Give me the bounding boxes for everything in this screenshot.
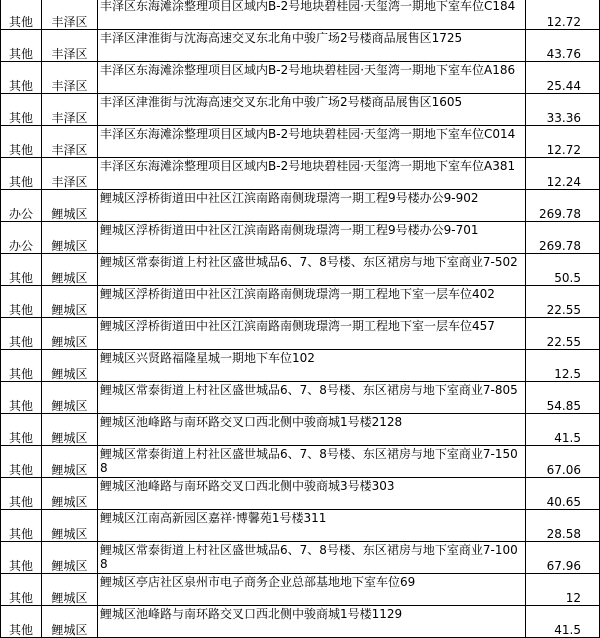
cell-address: 丰泽区东海滩涂整理项目区域内B-2号地块碧桂园·天玺湾一期地下室车位A186 [98, 62, 526, 94]
table-row [1, 286, 600, 318]
table-row [1, 446, 600, 478]
cell-type: 其他 [1, 254, 42, 286]
cell-area: 33.36 [526, 94, 600, 126]
cell-area: 67.06 [526, 446, 600, 478]
cell-address: 鲤城区常泰街道上村社区盛世城品6、7、8号楼、东区裙房与地下室商业7-502 [98, 254, 526, 286]
table-row [1, 222, 600, 254]
table-row [1, 510, 600, 542]
table-row [1, 94, 600, 126]
cell-district: 丰泽区 [42, 158, 98, 190]
cell-district: 丰泽区 [42, 126, 98, 158]
cell-type: 其他 [1, 158, 42, 190]
cell-district: 鲤城区 [42, 286, 98, 318]
cell-address: 鲤城区浮桥街道田中社区江滨南路南侧珑璟湾一期工程地下室一层车位402 [98, 286, 526, 318]
cell-type: 其他 [1, 574, 42, 606]
cell-address: 丰泽区东海滩涂整理项目区域内B-2号地块碧桂园·天玺湾一期地下室车位C184 [98, 0, 526, 30]
cell-address: 丰泽区东海滩涂整理项目区域内B-2号地块碧桂园·天玺湾一期地下室车位C014 [98, 126, 526, 158]
cell-area: 41.5 [526, 606, 600, 638]
cell-address: 鲤城区浮桥街道田中社区江滨南路南侧珑璟湾一期工程地下室一层车位457 [98, 318, 526, 350]
table-row [1, 126, 600, 158]
cell-type: 其他 [1, 606, 42, 638]
cell-district: 丰泽区 [42, 62, 98, 94]
cell-area: 40.65 [526, 478, 600, 510]
cell-address: 鲤城区常泰街道上村社区盛世城品6、7、8号楼、东区裙房与地下室商业7-1008 [98, 542, 526, 574]
cell-district: 丰泽区 [42, 0, 98, 30]
cell-area: 12 [526, 574, 600, 606]
cell-district: 丰泽区 [42, 94, 98, 126]
table-row [1, 542, 600, 574]
table-row [1, 30, 600, 62]
cell-address: 丰泽区津淮街与沈海高速交叉东北角中骏广场2号楼商品展售区1605 [98, 94, 526, 126]
cell-district: 丰泽区 [42, 30, 98, 62]
cell-address: 鲤城区常泰街道上村社区盛世城品6、7、8号楼、东区裙房与地下室商业7-1508 [98, 446, 526, 478]
cell-address: 丰泽区东海滩涂整理项目区域内B-2号地块碧桂园·天玺湾一期地下室车位A381 [98, 158, 526, 190]
table-row [1, 606, 600, 638]
table-row [1, 318, 600, 350]
table-body [1, 0, 600, 638]
cell-district: 鲤城区 [42, 254, 98, 286]
table-row [1, 158, 600, 190]
cell-area: 12.24 [526, 158, 600, 190]
cell-address: 鲤城区池峰路与南环路交叉口西北侧中骏商城1号楼1129 [98, 606, 526, 638]
cell-district: 鲤城区 [42, 318, 98, 350]
cell-type: 办公 [1, 222, 42, 254]
cell-address: 鲤城区浮桥街道田中社区江滨南路南侧珑璟湾一期工程9号楼办公9-701 [98, 222, 526, 254]
cell-district: 鲤城区 [42, 606, 98, 638]
cell-area: 12.5 [526, 350, 600, 382]
cell-type: 其他 [1, 414, 42, 446]
cell-address: 鲤城区浮桥街道田中社区江滨南路南侧珑璟湾一期工程9号楼办公9-902 [98, 190, 526, 222]
cell-area: 269.78 [526, 190, 600, 222]
cell-type: 其他 [1, 62, 42, 94]
cell-area: 12.72 [526, 0, 600, 30]
cell-type: 其他 [1, 542, 42, 574]
cell-area: 54.85 [526, 382, 600, 414]
table-row [1, 350, 600, 382]
cell-district: 鲤城区 [42, 510, 98, 542]
cell-type: 其他 [1, 382, 42, 414]
cell-district: 鲤城区 [42, 350, 98, 382]
cell-type: 其他 [1, 318, 42, 350]
cell-district: 鲤城区 [42, 478, 98, 510]
cell-type: 其他 [1, 126, 42, 158]
cell-area: 269.78 [526, 222, 600, 254]
table-row [1, 0, 600, 30]
cell-area: 43.76 [526, 30, 600, 62]
cell-type: 其他 [1, 30, 42, 62]
cell-type: 其他 [1, 478, 42, 510]
cell-type: 其他 [1, 94, 42, 126]
cell-type: 其他 [1, 0, 42, 30]
cell-address: 鲤城区池峰路与南环路交叉口西北侧中骏商城1号楼2128 [98, 414, 526, 446]
cell-area: 50.5 [526, 254, 600, 286]
cell-address: 鲤城区兴贤路福隆星城一期地下车位102 [98, 350, 526, 382]
cell-address: 鲤城区亭店社区泉州市电子商务企业总部基地地下室车位69 [98, 574, 526, 606]
cell-type: 其他 [1, 446, 42, 478]
cell-district: 鲤城区 [42, 382, 98, 414]
table-row [1, 382, 600, 414]
cell-type: 办公 [1, 190, 42, 222]
cell-district: 鲤城区 [42, 414, 98, 446]
cell-district: 鲤城区 [42, 190, 98, 222]
cell-area: 41.5 [526, 414, 600, 446]
table-row [1, 254, 600, 286]
table-row [1, 414, 600, 446]
cell-type: 其他 [1, 350, 42, 382]
cell-address: 丰泽区津淮街与沈海高速交叉东北角中骏广场2号楼商品展售区1725 [98, 30, 526, 62]
cell-type: 其他 [1, 286, 42, 318]
cell-address: 鲤城区常泰街道上村社区盛世城品6、7、8号楼、东区裙房与地下室商业7-805 [98, 382, 526, 414]
table-row [1, 574, 600, 606]
cell-address: 鲤城区池峰路与南环路交叉口西北侧中骏商城3号楼303 [98, 478, 526, 510]
cell-area: 25.44 [526, 62, 600, 94]
cell-area: 22.55 [526, 286, 600, 318]
cell-address: 鲤城区江南高新园区嘉祥·博馨苑1号楼311 [98, 510, 526, 542]
cell-area: 28.58 [526, 510, 600, 542]
cell-area: 12.72 [526, 126, 600, 158]
table-row [1, 62, 600, 94]
cell-district: 鲤城区 [42, 222, 98, 254]
cell-area: 67.96 [526, 542, 600, 574]
cell-district: 鲤城区 [42, 446, 98, 478]
cell-district: 鲤城区 [42, 574, 98, 606]
table-row [1, 478, 600, 510]
cell-district: 鲤城区 [42, 542, 98, 574]
cell-type: 其他 [1, 510, 42, 542]
cell-area: 22.55 [526, 318, 600, 350]
table-row [1, 190, 600, 222]
